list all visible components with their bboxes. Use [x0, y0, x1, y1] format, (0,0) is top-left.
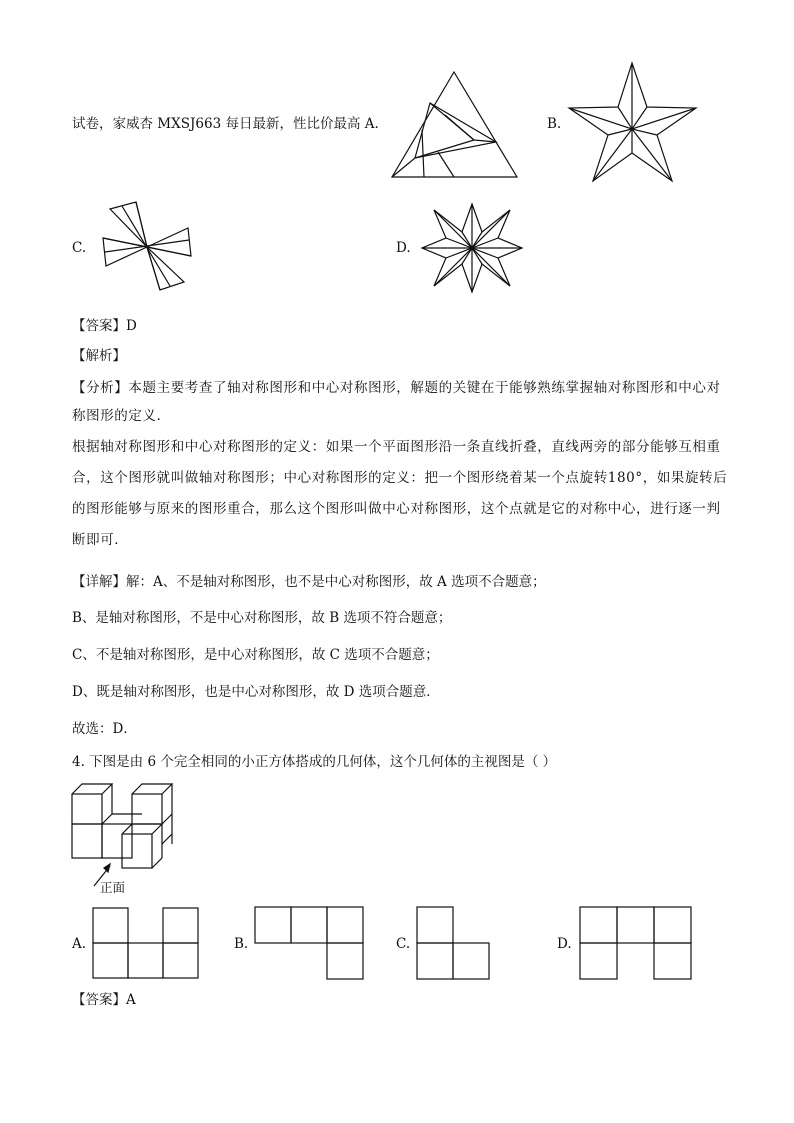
q3-detail-a: 【详解】解：A、不是轴对称图形，也不是中心对称图形，故 A 选项不合题意； [72, 574, 546, 590]
q4-cube-figure [70, 782, 180, 882]
q3-detail-d: D、既是轴对称图形，也是中心对称图形，故 D 选项合题意． [72, 684, 440, 700]
q4-question: 4. 下图是由 6 个完全相同的小正方体搭成的几何体，这个几何体的主视图是（ ） [72, 754, 557, 770]
figure-a-triangle [390, 70, 520, 180]
q4-option-d-figure [579, 906, 693, 982]
figure-b-star [566, 60, 701, 185]
figure-c-pinwheel [92, 194, 202, 294]
option-a-line: 试卷，家威杏 MXSJ663 每日最新，性比价最高 A. [72, 116, 379, 132]
q4-option-b-label: B. [234, 936, 249, 952]
q4-option-c-label: C. [396, 936, 411, 952]
option-d-label: D. [396, 240, 411, 256]
q4-option-b-figure [254, 906, 366, 982]
q3-fenxi: 【分析】本题主要考查了轴对称图形和中心对称图形，解题的关键在于能够熟练掌握轴对称图形和中心对称图形的定义． [72, 380, 721, 424]
option-b-label: B. [547, 116, 562, 132]
front-label: 正面 [100, 880, 126, 895]
q3-definition: 根据轴对称图形和中心对称图形的定义：如果一个平面图形沿一条直线折叠，直线两旁的部分能够互相重合，这个图形就叫做轴对称图形；中心对称图形的定义：把一个图形绕着某一个点旋转180°，如果旋转后的图形能够与原来的图形重合，那么这个图形叫做中心对称图形，这个点就是它的对称中心，进行逐一判断即可． [72, 439, 728, 548]
q4-answer: 【答案】A [72, 992, 136, 1008]
q4-option-a-label: A. [72, 936, 87, 952]
q3-jiexi: 【解析】 [72, 348, 126, 364]
q3-answer: 【答案】D [72, 318, 137, 334]
figure-d-flower [416, 194, 528, 304]
q3-choice: 故选：D． [72, 721, 137, 737]
q3-detail-c: C、不是轴对称图形，是中心对称图形，故 C 选项不合题意； [72, 647, 439, 663]
q4-option-a-figure [92, 907, 202, 981]
q4-option-c-figure [416, 906, 492, 982]
q4-option-d-label: D. [557, 936, 572, 952]
q3-detail-b: B、是轴对称图形，不是中心对称图形，故 B 选项不符合题意； [72, 610, 452, 626]
option-c-label: C. [72, 240, 87, 256]
